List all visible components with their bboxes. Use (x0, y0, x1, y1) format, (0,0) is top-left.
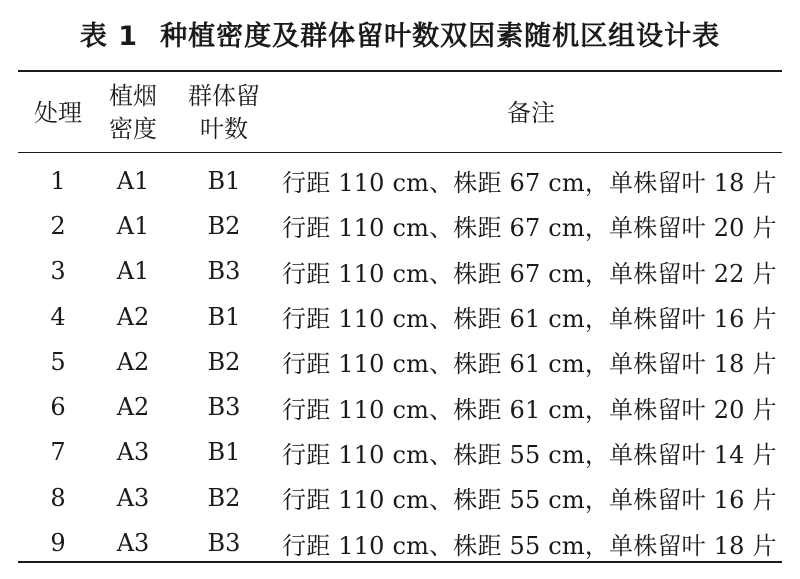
table-row (18, 384, 782, 429)
cell-remarks: 行距 110 cm、株距 61 cm，单株留叶 16 片 (282, 305, 777, 334)
cell-leaf-count: B2 (207, 211, 241, 240)
cell-density: A3 (116, 483, 150, 512)
cell-remarks: 行距 110 cm、株距 55 cm，单株留叶 16 片 (282, 486, 777, 515)
header-treatment (18, 80, 98, 146)
cell-density: A2 (116, 347, 150, 376)
table-row (18, 203, 782, 248)
cell-density: A1 (116, 166, 150, 195)
cell-density: A2 (116, 393, 150, 422)
cell-density: A2 (116, 302, 150, 331)
design-table (18, 158, 782, 566)
cell-treatment: 6 (50, 393, 66, 422)
header-line: 叶数 (200, 115, 248, 143)
cell-remarks: 行距 110 cm、株距 61 cm，单株留叶 20 片 (282, 395, 777, 424)
cell-remarks: 行距 110 cm、株距 61 cm，单株留叶 18 片 (282, 350, 777, 379)
table-row (18, 430, 782, 475)
table-body (18, 158, 782, 566)
cell-leaf-count: B1 (207, 438, 241, 467)
table-row (18, 158, 782, 203)
header-leaf-count (168, 80, 280, 146)
header-line: 植烟 (109, 82, 157, 110)
cell-treatment: 9 (50, 529, 66, 558)
cell-treatment: 7 (50, 438, 66, 467)
header-line: 备注 (507, 98, 555, 127)
cell-remarks: 行距 110 cm、株距 55 cm，单株留叶 14 片 (282, 440, 777, 469)
header-line: 处理 (34, 98, 82, 127)
header-line: 密度 (109, 115, 157, 143)
cell-remarks: 行距 110 cm、株距 67 cm，单株留叶 22 片 (282, 259, 777, 288)
bottom-rule (18, 561, 782, 563)
header-rule (18, 152, 782, 153)
table-title: 种植密度及群体留叶数双因素随机区组设计表 (160, 21, 721, 52)
table-row (18, 520, 782, 565)
table-row (18, 339, 782, 384)
cell-leaf-count: B2 (207, 347, 241, 376)
cell-treatment: 3 (50, 257, 66, 286)
cell-treatment: 1 (50, 166, 66, 195)
header-line: 群体留 (188, 82, 260, 110)
cell-density: A1 (116, 257, 150, 286)
cell-treatment: 4 (50, 302, 66, 331)
cell-leaf-count: B2 (207, 483, 241, 512)
header-planting-density (98, 80, 168, 146)
cell-leaf-count: B3 (207, 393, 241, 422)
cell-density: A3 (116, 529, 150, 558)
cell-remarks: 行距 110 cm、株距 67 cm，单株留叶 18 片 (282, 169, 777, 198)
cell-leaf-count: B1 (207, 302, 241, 331)
cell-leaf-count: B3 (207, 529, 241, 558)
cell-treatment: 8 (50, 483, 66, 512)
table-caption (0, 14, 800, 53)
cell-density: A1 (116, 211, 150, 240)
header-remarks (280, 80, 782, 146)
cell-leaf-count: B1 (207, 166, 241, 195)
top-rule (18, 70, 782, 72)
table-row (18, 249, 782, 294)
cell-density: A3 (116, 438, 150, 467)
cell-remarks: 行距 110 cm、株距 55 cm，单株留叶 18 片 (282, 531, 777, 560)
cell-treatment: 2 (50, 211, 66, 240)
table-row (18, 294, 782, 339)
cell-remarks: 行距 110 cm、株距 67 cm，单株留叶 20 片 (282, 214, 777, 243)
table-row (18, 475, 782, 520)
table-number: 表 1 (79, 21, 139, 52)
cell-leaf-count: B3 (207, 257, 241, 286)
cell-treatment: 5 (50, 347, 66, 376)
